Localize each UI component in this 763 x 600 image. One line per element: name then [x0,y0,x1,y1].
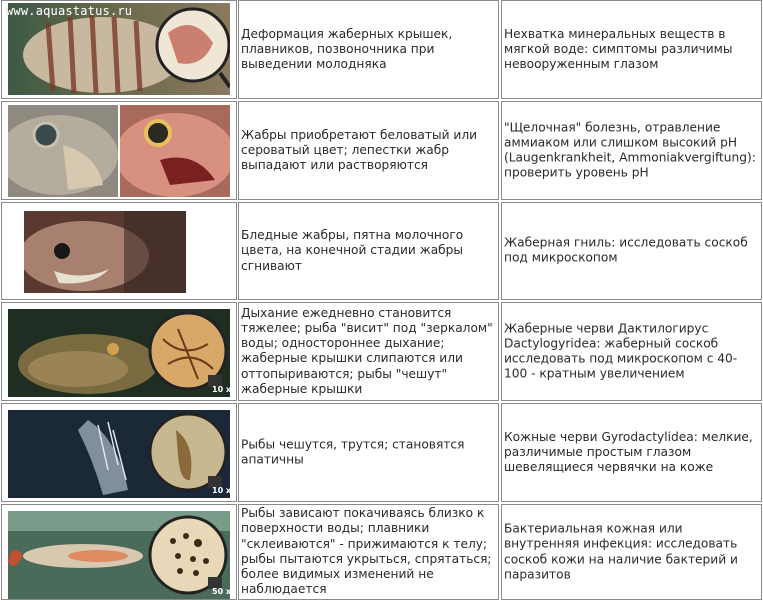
cause-cell [501,0,762,99]
symptom-cell [238,202,499,300]
cause-text: Жаберная гниль: исследовать соскоб под микроскопом [504,235,748,265]
cause-text: Жаберные черви Дактилогирус Dactylogyridea: жаберный соскоб исследовать под микроскопом с 40-100 - кратным увеличением [504,320,738,381]
fish-photo [8,105,118,197]
cause-text: "Щелочная" болезнь, отравление аммиаком или слишком высокий pH (Laugenkrankheit, Ammoniakvergiftung): проверить уровень pH [504,119,756,180]
magnification-label: 10 x [212,486,232,495]
photo-cell [1,403,237,502]
table-row [0,504,763,600]
symptom-text: Рыбы зависают покачиваясь близко к поверхности воды; плавники "склеиваются" - прижимаются к телу; рыбы пытаются укрыться, спрятаться; более видимых изменений не наблюдается [241,506,492,597]
photo-cell [1,202,237,300]
photo-cell [1,302,237,401]
fish-photo [8,309,230,397]
symptom-cell [238,302,499,401]
cause-cell [501,403,762,502]
cause-text: Кожные черви Gyrodactylidea: мелкие, различимые простым глазом шевелящиеся червячки на коже [504,429,753,475]
symptom-cell [238,403,499,502]
site-watermark: www.aquastatus.ru [6,4,133,18]
photo-cell [1,504,237,600]
symptom-text: Деформация жаберных крышек, плавников, позвоночника при выведении молодняка [241,26,453,72]
table-row [0,302,763,401]
symptom-text: Рыбы чешутся, трутся; становятся апатичны [241,437,465,467]
symptom-cell [238,504,499,600]
cause-text: Бактериальная кожная или внутренняя инфекция: исследовать соскоб кожи на наличие бактерий и паразитов [504,521,738,582]
table-row [0,202,763,300]
table-row [0,101,763,200]
cause-cell [501,202,762,300]
symptom-cell [238,101,499,200]
cause-cell [501,302,762,401]
fish-photo [24,211,186,293]
symptom-text: Дыхание ежедневно становится тяжелее; рыба "висит" под "зеркалом" воды; одностороннее дыхание; жаберные крышки слипаются или оттопыриваются; рыбы "чешут" жаберные крышки [241,305,493,397]
cause-text: Нехватка минеральных веществ в мягкой воде: симптомы различимы невооруженным глазом [504,26,733,72]
cause-cell [501,101,762,200]
fish-photo [120,105,230,197]
symptom-text: Бледные жабры, пятна молочного цвета, на конечной стадии жабры сгнивают [241,228,464,273]
cause-cell [501,504,762,600]
symptom-text: Жабры приобретают беловатый или сероватый цвет; лепестки жабр выпадают или растворяются [241,127,478,173]
fish-photo [8,410,230,498]
magnification-label: 50 x [212,587,232,596]
table-row [0,403,763,502]
symptom-cell [238,0,499,99]
photo-cell [1,101,237,200]
magnification-label: 10 x [212,385,232,394]
fish-photo [8,511,230,599]
